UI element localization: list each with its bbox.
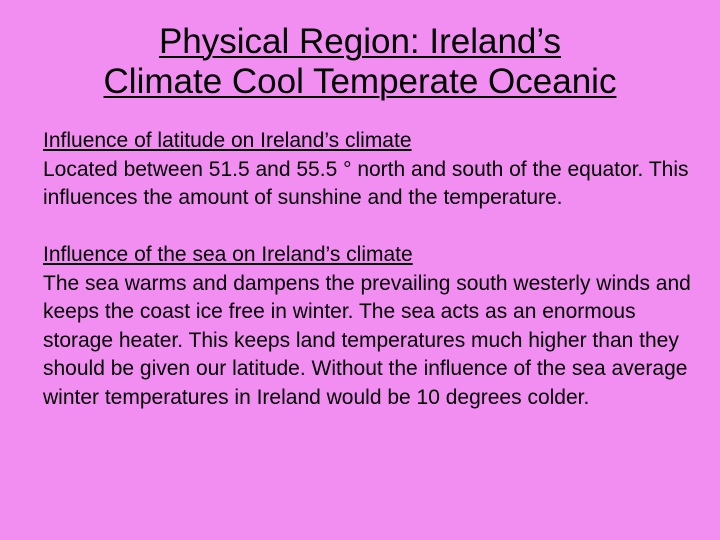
latitude-text: Located between 51.5 and 55.5 ° north and south of the equator. This influences the amount of sunshine and the temperature. <box>43 157 689 209</box>
slide-body <box>43 127 703 412</box>
slide-title-line-1: Physical Region: Ireland’s <box>158 22 562 61</box>
latitude-section <box>43 127 703 213</box>
slide-title <box>0 22 720 102</box>
latitude-heading: Influence of latitude on Ireland’s climate <box>43 129 412 152</box>
sea-heading: Influence of the sea on Ireland’s climate <box>43 243 413 266</box>
slide-title-line-2: Climate Cool Temperate Oceanic <box>103 62 617 101</box>
sea-text: The sea warms and dampens the prevailing south westerly winds and keeps the coast ice free in winter. The sea acts as an enormous storage heater. This keeps land temperatures much higher than they should be given our latitude. Without the influence of the sea average winter temperatures in Ireland would be 10 degrees colder. <box>43 271 691 409</box>
sea-section <box>43 241 703 412</box>
